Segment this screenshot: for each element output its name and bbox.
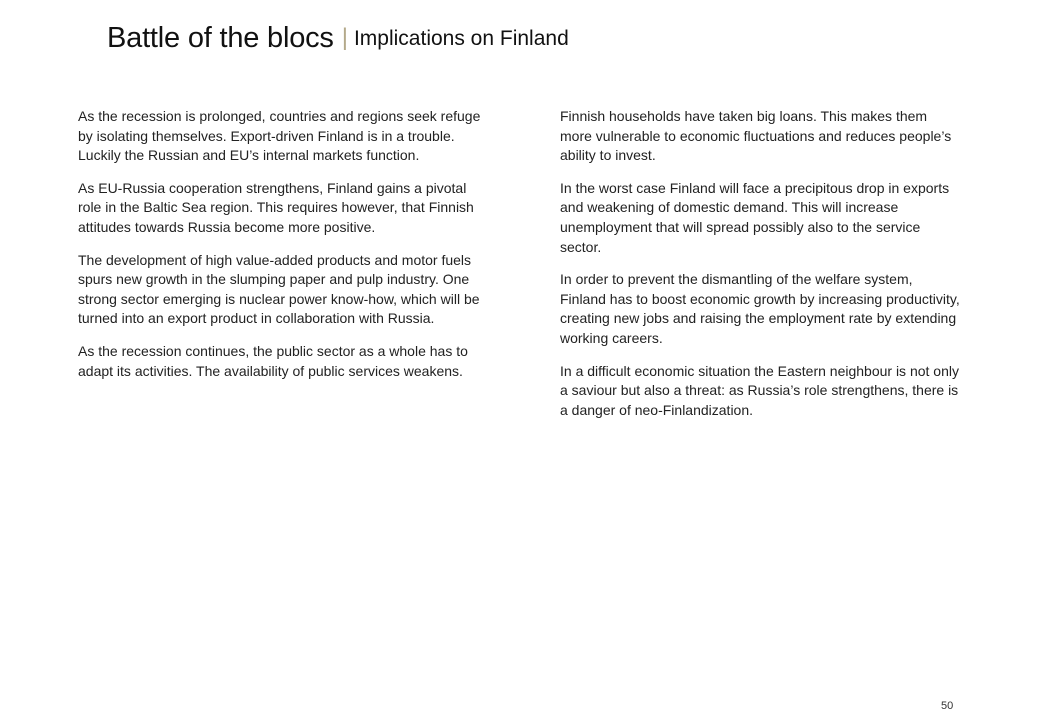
title-separator: | [341, 24, 348, 51]
left-paragraph-2: As EU-Russia cooperation strengthens, Finland gains a pivotal role in the Baltic Sea region. This requires however, that Finnish attitudes towards Russia become more positive. [78, 179, 474, 235]
left-paragraph-4: As the recession continues, the public sector as a whole has to adapt its activities. The availability of public services weakens. [78, 342, 468, 379]
left-text-column [78, 107, 486, 394]
left-paragraph-3: The development of high value-added products and motor fuels spurs new growth in the slumping paper and pulp industry. One strong sector emerging is nuclear power know-how, which will be turned into an export product in collaboration with Russia. [78, 251, 480, 327]
right-paragraph-2: In the worst case Finland will face a precipitous drop in exports and weakening of domestic demand. This will increase unemployment that will spread possibly also to the service sector. [560, 179, 950, 255]
page-title [107, 24, 569, 53]
right-paragraph-4: In a difficult economic situation the Eastern neighbour is not only a saviour but also a threat: as Russia’s role strengthens, there is a danger of neo-Finlandization. [560, 362, 959, 418]
page-number: 50 [941, 700, 954, 712]
right-paragraph-3: In order to prevent the dismantling of the welfare system, Finland has to boost economic growth by increasing productivity, creating new jobs and raising the employment rate by extending working careers. [560, 271, 960, 346]
left-paragraph-1: As the recession is prolonged, countries and regions seek refuge by isolating themselves. Export-driven Finland is in a trouble. Luckily the Russian and EU’s internal markets function. [78, 108, 481, 164]
title-main: Battle of the blocs [107, 22, 334, 54]
title-subtitle: Implications on Finland [353, 27, 569, 50]
right-text-column [560, 107, 962, 433]
right-paragraph-1: Finnish households have taken big loans. This makes them more vulnerable to economic fluctuations and reduces people’s ability to invest. [560, 108, 952, 164]
